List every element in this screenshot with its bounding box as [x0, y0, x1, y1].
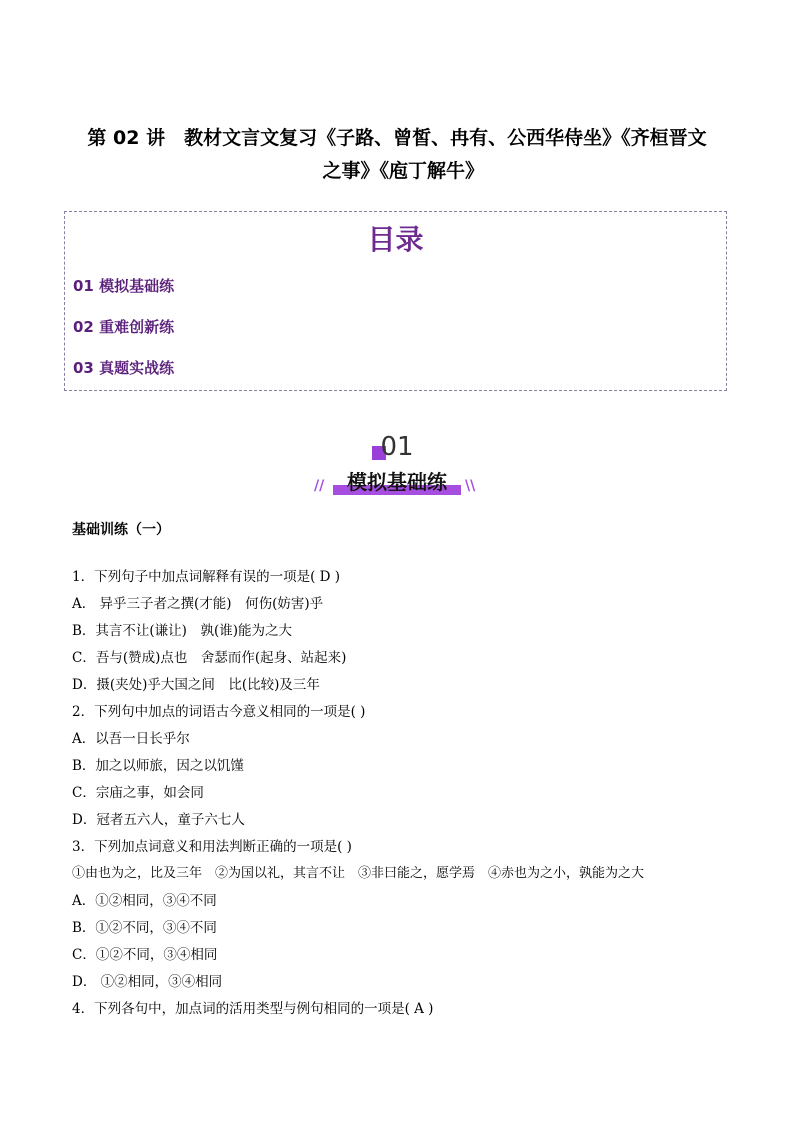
section-number [0, 432, 794, 462]
q1-option-b: B．其言不让(谦让) 孰(谁)能为之大 [72, 623, 292, 639]
document-title [70, 122, 724, 188]
toc-item-1[interactable]: 01 模拟基础练 [73, 277, 175, 295]
q2-option-c: C．宗庙之事，如会同 [72, 785, 204, 801]
q3-option-a: A．①②相同，③④不同 [72, 893, 217, 909]
table-of-contents [64, 211, 727, 391]
q1-option-a: A． 异乎三子者之撰(才能) 何伤(妨害)乎 [72, 596, 324, 612]
toc-item-2[interactable]: 02 重难创新练 [73, 318, 175, 336]
title-line-2: 之事》《庖丁解牛》 [322, 160, 484, 182]
q3-option-c: C．①②不同，③④相同 [72, 947, 218, 963]
title-line-1: 第 02 讲 教材文言文复习《子路、曾皙、冉有、公西华侍坐》《齐桓晋文 [87, 127, 707, 149]
q2-option-d: D．冠者五六人，童子六七人 [72, 812, 245, 828]
question-2: 2．下列句中加点的词语古今意义相同的一项是( ) [72, 704, 366, 720]
q2-option-b: B．加之以师旅，因之以饥馑 [72, 758, 244, 774]
toc-title: 目录 [367, 223, 424, 256]
q2-option-a: A．以吾一日长乎尔 [72, 731, 190, 747]
section-number-text: 01 [380, 432, 414, 462]
q1-option-c: C．吾与(赞成)点也 舍瑟而作(起身、站起来) [72, 650, 347, 666]
question-3: 3．下列加点词意义和用法判断正确的一项是( ) [72, 839, 352, 855]
q1-option-d: D．摄(夹处)乎大国之间 比(比较)及三年 [72, 677, 320, 693]
question-4: 4．下列各句中，加点词的活用类型与例句相同的一项是( A ) [72, 1001, 434, 1017]
right-slash-decoration: \\ [465, 478, 476, 494]
left-slash-decoration: // [314, 478, 325, 494]
question-1: 1．下列句子中加点词解释有误的一项是( D ) [72, 569, 341, 585]
section-name: 模拟基础练 [347, 470, 447, 494]
q3-option-d: D． ①②相同，③④相同 [72, 974, 223, 990]
q3-statements: ①由也为之，比及三年 ②为国以礼，其言不让 ③非曰能之，愿学焉 ④赤也为之小，孰能为之大 [72, 866, 645, 881]
toc-item-3[interactable]: 03 真题实战练 [73, 359, 175, 377]
subheading: 基础训练（一） [72, 522, 170, 538]
q3-option-b: B．①②不同，③④不同 [72, 920, 217, 936]
